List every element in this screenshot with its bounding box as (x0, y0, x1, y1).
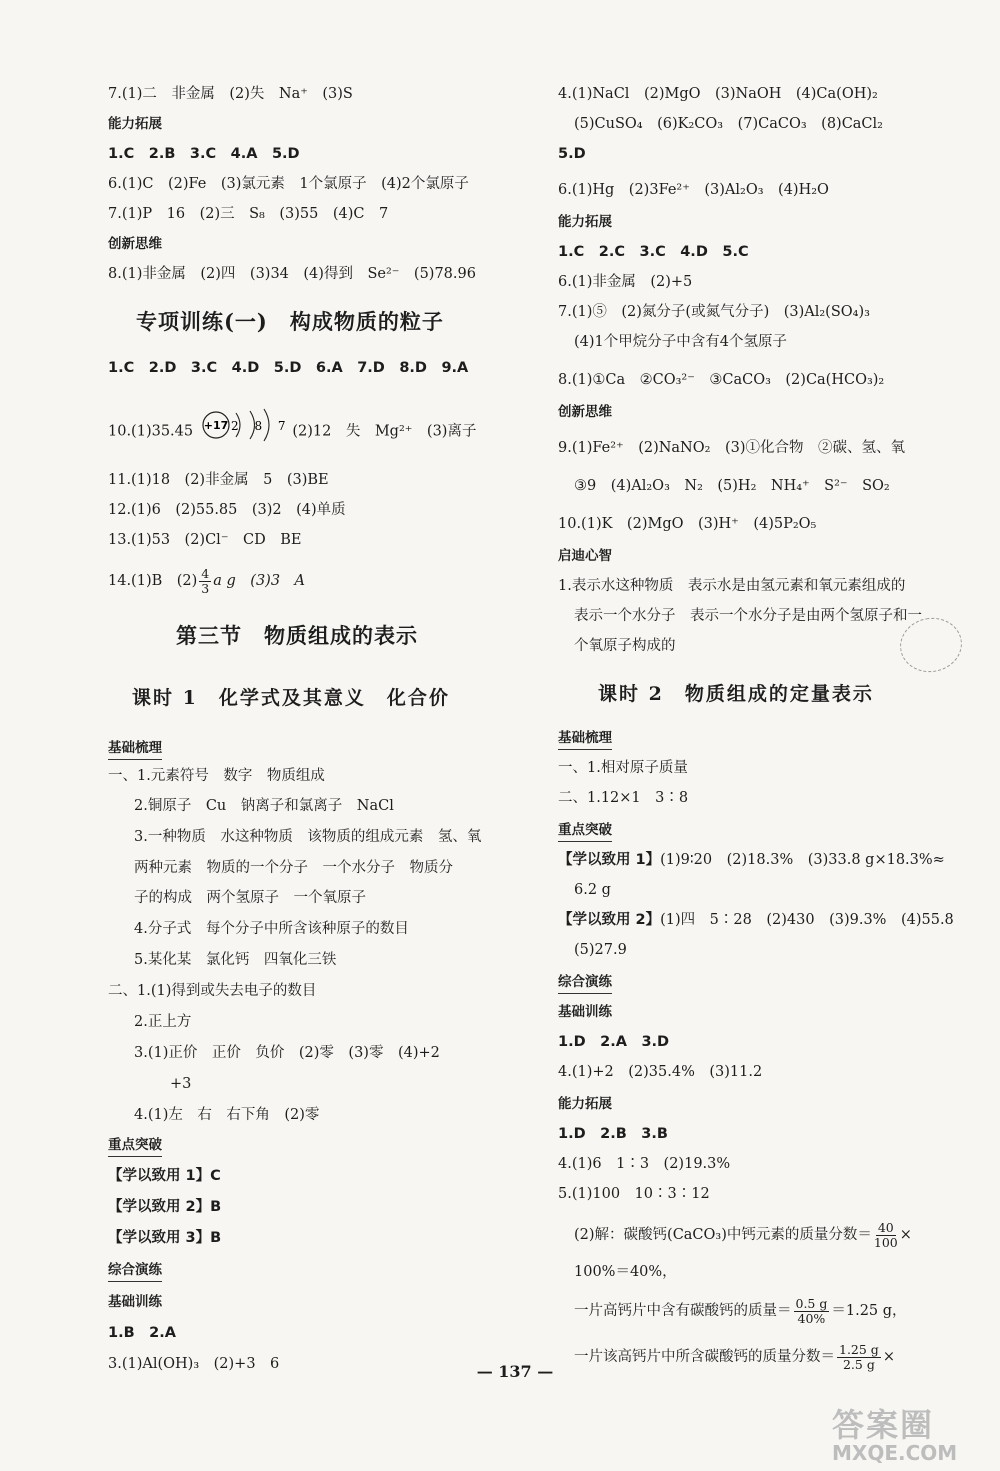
section-heading: 能力拓展 (108, 116, 162, 132)
answer-text: 14.(1)B (2) (108, 573, 198, 589)
section-heading: 基础训练 (108, 1294, 162, 1310)
answer-line: (5)CuSO₄ (6)K₂CO₃ (7)CaCO₃ (8)CaCl₂ (574, 116, 883, 132)
answer-line (574, 1220, 912, 1250)
answer-line (108, 144, 300, 164)
answer-line: 8.(1)①Ca ②CO₃²⁻ ③CaCO₃ (2)Ca(HCO₃)₂ (558, 372, 885, 388)
answer-line: 2.铜原子 Cu 钠离子和氯离子 NaCl (134, 798, 394, 814)
fraction (794, 1297, 830, 1326)
answer-line: 3.一种物质 水这种物质 该物质的组成元素 氢、氧 (134, 829, 482, 845)
fraction-denominator: 3 (201, 580, 210, 596)
answer-line: 二、1.12×1 3∶8 (558, 790, 689, 806)
fraction-numerator: 0.5 g (795, 1295, 828, 1311)
section-heading: 综合演练 (108, 1260, 162, 1282)
answer-line: 11.(1)18 (2)非金属 5 (3)BE (108, 472, 329, 488)
answer-line: 两种元素 物质的一个分子 一个水分子 物质分 (134, 860, 453, 876)
answer-line (558, 850, 945, 870)
exercise-tag: 【学以致用 2】 (108, 1199, 211, 1215)
answer-line: 4.分子式 每个分子中所含该种原子的数目 (134, 921, 409, 937)
answer-text: (2)12 失 Mg²⁺ (3)离子 (292, 423, 477, 440)
answer-line: 5.某化某 氯化钙 四氧化三铁 (134, 952, 337, 968)
section-heading: 基础梳理 (108, 738, 162, 760)
special-training-title: 专项训练(一) 构成物质的粒子 (136, 309, 444, 334)
answer-line (108, 566, 305, 596)
right-column (558, 0, 998, 1471)
answer-line (108, 1228, 221, 1248)
answer-line (558, 910, 954, 930)
nucleus-charge: +17 (203, 419, 228, 432)
answer-line (574, 1296, 907, 1326)
section-heading: 基础梳理 (558, 728, 612, 750)
section-heading: 重点突破 (558, 820, 612, 842)
answer-line: 13.(1)53 (2)Cl⁻ CD BE (108, 532, 302, 548)
section-heading: 基础训练 (558, 1004, 612, 1020)
watermark-text: 答案圈 (832, 1406, 935, 1444)
exercise-tag: 【学以致用 1】 (108, 1168, 211, 1184)
section-heading: 创新思维 (108, 236, 162, 252)
answer-line: ③9 (4)Al₂O₃ N₂ (5)H₂ NH₄⁺ S²⁻ SO₂ (574, 478, 890, 494)
section-title: 第三节 物质组成的表示 (176, 623, 418, 648)
page-number: — 137 — (476, 1362, 554, 1381)
exercise-tag: 【学以致用 1】 (558, 852, 661, 868)
answer-text: (1)9∶20 (2)18.3% (3)33.8 g×18.3%≈ (660, 852, 945, 868)
lesson-title: 课时 2 物质组成的定量表示 (598, 683, 874, 705)
fraction-denominator: 100 (873, 1234, 898, 1250)
answer-text: a g (3)3 A (213, 573, 306, 589)
answer-text: 1.D 2.A 3.D (558, 1034, 670, 1050)
answer-line: 100%＝40%， (574, 1264, 677, 1280)
section-heading: 综合演练 (558, 972, 612, 994)
answer-line: 二、1.(1)得到或失去电子的数目 (108, 983, 317, 999)
answer-line (108, 408, 476, 455)
answer-line: (5)27.9 (574, 942, 627, 958)
answer-line: +3 (170, 1076, 192, 1092)
answer-line: 个氧原子构成的 (574, 638, 676, 654)
answer-line: 12.(1)6 (2)55.85 (3)2 (4)单质 (108, 502, 346, 518)
answer-line (558, 1032, 669, 1052)
watermark-url: MXQE.COM (832, 1441, 958, 1465)
answer-line (108, 1166, 221, 1186)
section-heading: 重点突破 (108, 1135, 162, 1157)
answer-line: 6.(1)C (2)Fe (3)氯元素 1个氯原子 (4)2个氯原子 (108, 176, 469, 192)
lesson-title: 课时 1 化学式及其意义 化合价 (132, 687, 450, 709)
answer-text: 一片该高钙片中所含碳酸钙的质量分数＝ (574, 1349, 835, 1365)
fraction-numerator: 4 (201, 565, 210, 581)
answer-line: 4.(1)NaCl (2)MgO (3)NaOH (4)Ca(OH)₂ (558, 86, 878, 102)
answer-line (574, 1342, 895, 1372)
answer-line: 9.(1)Fe²⁺ (2)NaNO₂ (3)①化合物 ②碳、氢、氧 (558, 440, 905, 456)
left-column (108, 0, 548, 1471)
answer-line: 子的构成 两个氢原子 一个氧原子 (134, 890, 366, 906)
answer-line: 8.(1)非金属 (2)四 (3)34 (4)得到 Se²⁻ (5)78.96 (108, 266, 476, 282)
answer-text: C (210, 1168, 221, 1184)
section-heading: 启迪心智 (558, 548, 612, 564)
answer-line (108, 358, 468, 378)
section-heading: 能力拓展 (558, 214, 612, 230)
answer-text: 5.D (558, 146, 586, 162)
answer-line: 一、1.元素符号 数字 物质组成 (108, 768, 325, 784)
answer-line: 4.(1)6 1∶3 (2)19.3% (558, 1156, 731, 1172)
answer-text: 一片高钙片中含有碳酸钙的质量＝ (574, 1303, 792, 1319)
answer-line: 6.2 g (574, 882, 611, 898)
answer-line: 6.(1)Hg (2)3Fe²⁺ (3)Al₂O₃ (4)H₂O (558, 182, 829, 198)
answer-text: 1.C 2.B 3.C 4.A 5.D (108, 146, 300, 162)
answer-line (558, 144, 586, 164)
answer-text: ＝1.25 g， (831, 1303, 907, 1319)
fraction (837, 1343, 881, 1372)
answer-text: (2)解：碳酸钙(CaCO₃)中钙元素的质量分数＝ (574, 1227, 872, 1243)
atom-structure-diagram (198, 408, 288, 455)
atom-structure-svg (198, 408, 288, 442)
answer-line: 5.(1)100 10∶3∶12 (558, 1186, 710, 1202)
answer-text: (1)四 5∶28 (2)430 (3)9.3% (4)55.8 (660, 912, 954, 928)
answer-line: 7.(1)P 16 (2)三 S₈ (3)55 (4)C 7 (108, 206, 389, 222)
answer-line: 4.(1)+2 (2)35.4% (3)11.2 (558, 1064, 763, 1080)
fraction (874, 1221, 898, 1250)
section-heading: 能力拓展 (558, 1096, 612, 1112)
fraction-denominator: 2.5 g (842, 1356, 875, 1372)
answer-text: 1.D 2.B 3.B (558, 1126, 668, 1142)
answer-line: 表示一个水分子 表示一个水分子是由两个氢原子和一 (574, 608, 922, 624)
answer-line: (4)1个甲烷分子中含有4个氢原子 (574, 334, 787, 350)
exercise-tag: 【学以致用 3】 (108, 1230, 211, 1246)
answer-line: 2.正上方 (134, 1014, 192, 1030)
answer-line: 7.(1)二 非金属 (2)失 Na⁺ (3)S (108, 86, 353, 102)
answer-text: 10.(1)35.45 (108, 423, 194, 440)
answer-line (108, 1197, 221, 1217)
answer-line: 一、1.相对原子质量 (558, 760, 688, 776)
fraction-numerator: 1.25 g (839, 1341, 879, 1357)
answer-text: × (899, 1227, 912, 1243)
answer-line: 1.表示水这种物质 表示水是由氢元素和氧元素组成的 (558, 578, 906, 594)
answer-text: × (882, 1349, 895, 1365)
answer-line: 3.(1)Al(OH)₃ (2)+3 6 (108, 1356, 280, 1372)
fraction-denominator: 40% (797, 1310, 826, 1326)
exercise-tag: 【学以致用 2】 (558, 912, 661, 928)
answer-line: 7.(1)⑤ (2)氮分子(或氮气分子) (3)Al₂(SO₄)₃ (558, 304, 870, 320)
answer-line (558, 1124, 668, 1144)
answer-line (558, 242, 749, 262)
answer-line: 6.(1)非金属 (2)+5 (558, 274, 693, 290)
answer-line: 10.(1)K (2)MgO (3)H⁺ (4)5P₂O₅ (558, 516, 817, 532)
answer-text: B (210, 1230, 222, 1246)
site-watermark-logo (832, 1408, 992, 1463)
answer-line: 4.(1)左 右 右下角 (2)零 (134, 1107, 320, 1123)
answer-line (108, 1323, 176, 1343)
answer-text: 1.B 2.A (108, 1325, 176, 1341)
answer-text: B (210, 1199, 222, 1215)
fraction (199, 567, 211, 596)
answer-text: 1.C 2.C 3.C 4.D 5.C (558, 244, 749, 260)
answer-text: 1.C 2.D 3.C 4.D 5.D 6.A 7.D 8.D 9.A (108, 360, 469, 376)
fraction-numerator: 40 (877, 1219, 894, 1235)
section-heading: 创新思维 (558, 404, 612, 420)
answer-line: 3.(1)正价 正价 负价 (2)零 (3)零 (4)+2 (134, 1045, 440, 1061)
shell-electrons: 2 8 7 (230, 419, 288, 433)
